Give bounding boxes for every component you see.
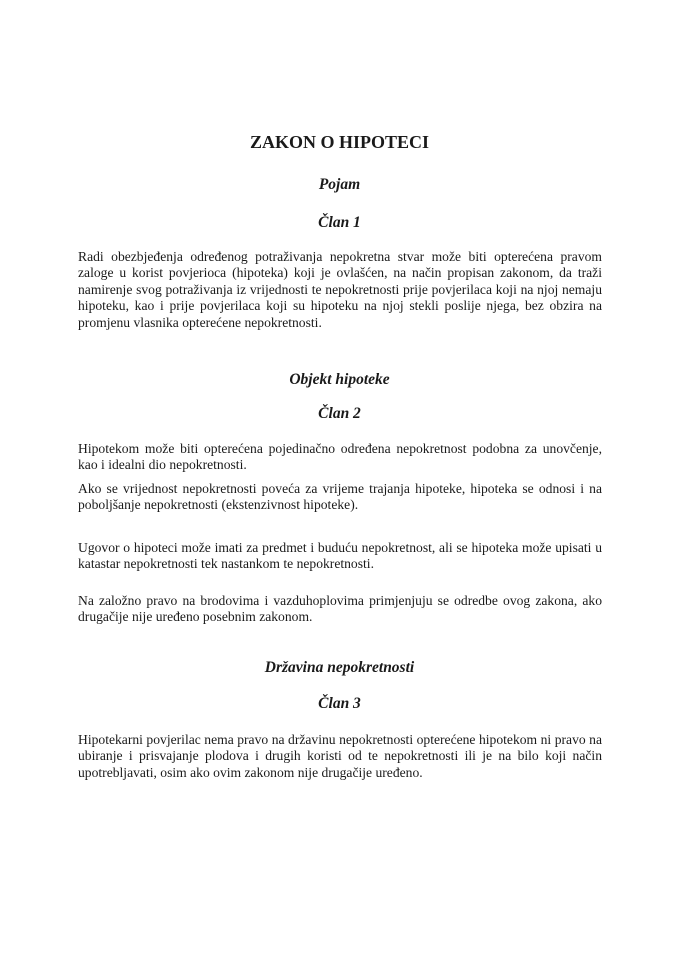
paragraph: Hipotekarni povjerilac nema pravo na državinu nepokretnosti opterećene hipotekom ni pravo na ubiranje i prisvajanje plodova i drugih koristi od te nepokretnosti ili je na bilo koji način upotrebljavati, osim ako ovim zakonom nije drugačije uređeno. (78, 732, 602, 780)
section-heading: Državina nepokretnosti (264, 659, 415, 676)
paragraph: Ako se vrijednost nepokretnosti poveća za vrijeme trajanja hipoteke, hipoteka se odnosi i na poboljšanje nepokretnosti (ekstenzivnost hipoteke). (78, 481, 602, 513)
document-title: ZAKON O HIPOTECI (249, 132, 430, 152)
article-number: Član 2 (318, 405, 361, 422)
paragraph: Ugovor o hipoteci može imati za predmet i buduću nepokretnost, ali se hipoteka može upisati u katastar nepokretnosti tek nastankom te nepokretnosti. (78, 540, 602, 572)
section-heading: Objekt hipoteke (289, 371, 390, 388)
section-heading: Pojam (318, 176, 361, 193)
article-number: Član 3 (318, 695, 361, 712)
paragraph: Hipotekom može biti opterećena pojedinačno određena nepokretnost podobna za unovčenje, kao i idealni dio nepokretnosti. (78, 441, 602, 473)
paragraph: Radi obezbjeđenja određenog potraživanja nepokretna stvar može biti opterećena pravom zaloge u korist povjerioca (hipoteka) koji je ovlašćen, na način propisan zakonom, da traži namirenje svog potraživanja iz vrijednosti te nepokretnosti prije povjerilaca koji na njoj nemaju hipoteku, kao i prije povjerilaca koji su hipoteku na njoj stekli poslije njega, bez obzira na promjenu vlasnika opterećene nepokretnosti. (78, 249, 602, 330)
paragraph: Na založno pravo na brodovima i vazduhoplovima primjenjuju se odredbe ovog zakona, ako drugačije nije uređeno posebnim zakonom. (78, 593, 602, 625)
article-number: Član 1 (318, 214, 361, 231)
